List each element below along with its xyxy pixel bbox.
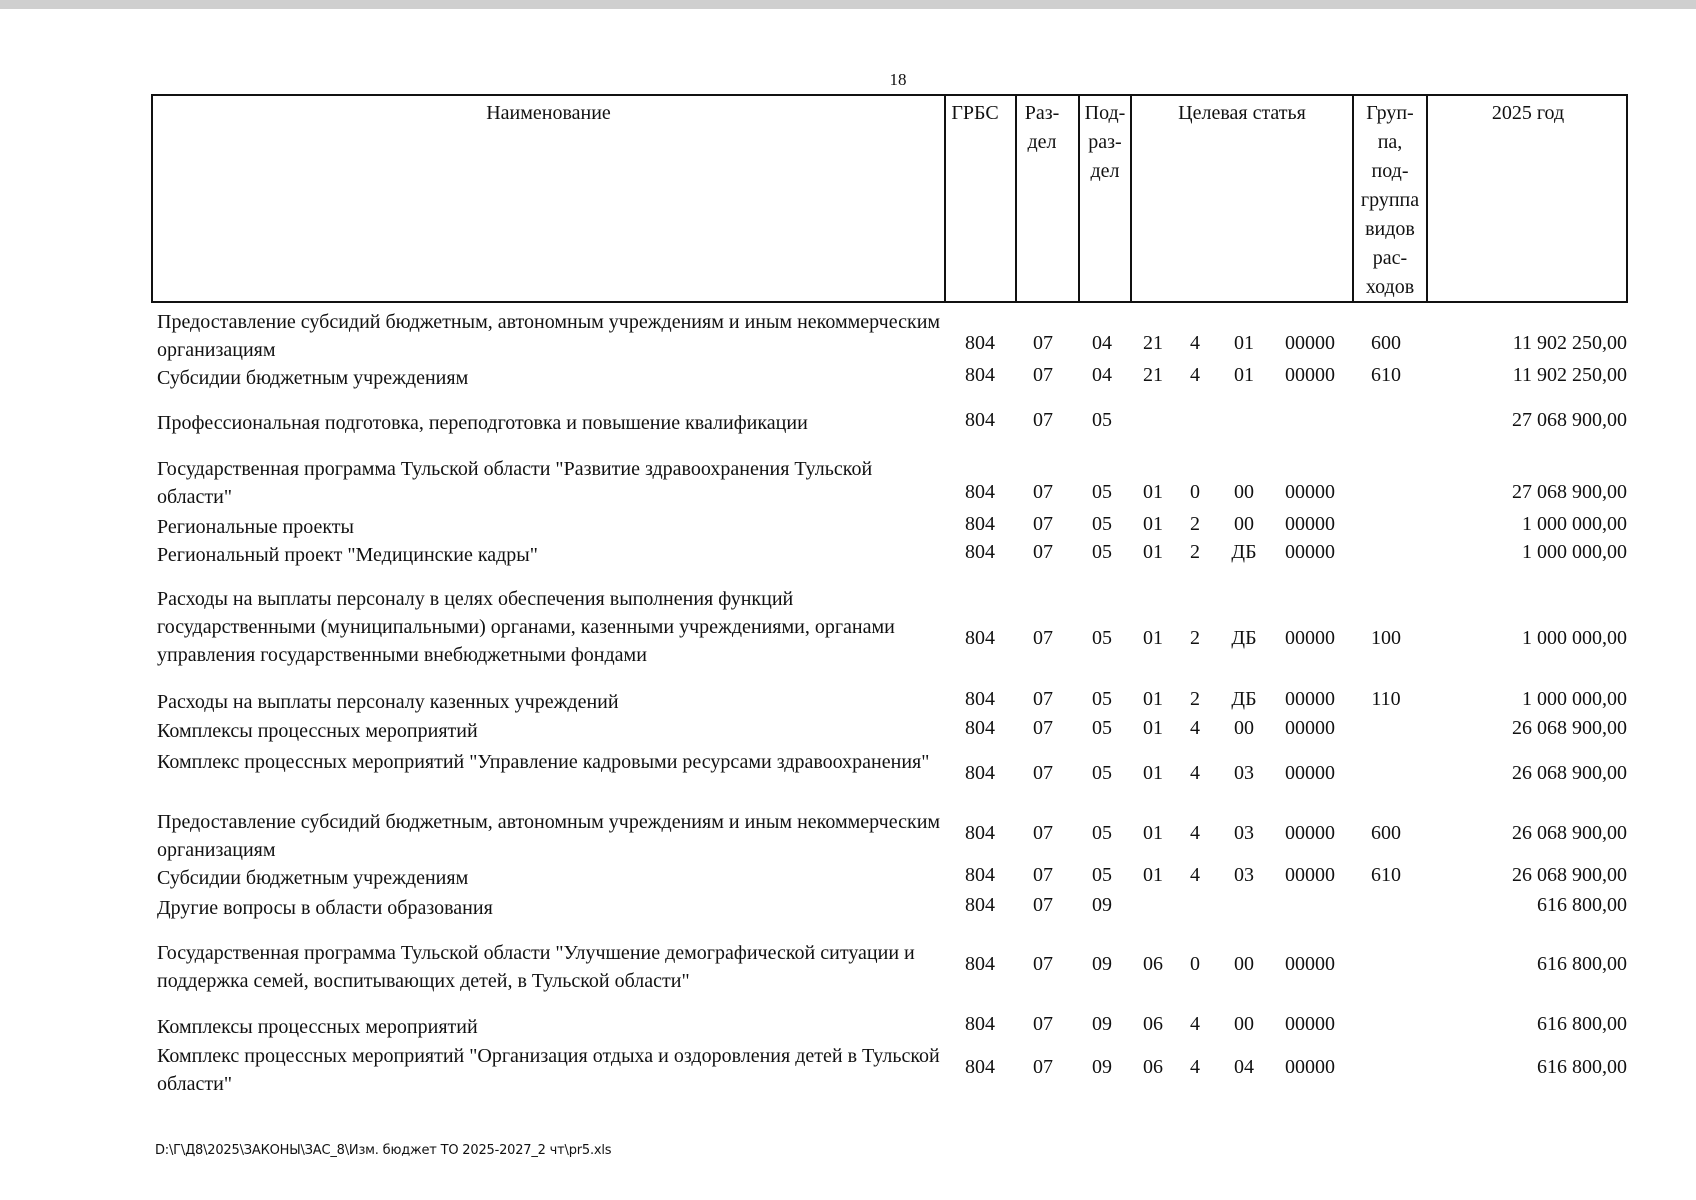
cell-amount-2025: 27 068 900,00 bbox=[1512, 409, 1627, 431]
cell-target-type: 2 bbox=[1190, 541, 1200, 563]
cell-amount-2025: 1 000 000,00 bbox=[1522, 688, 1627, 710]
cell-grbs: 804 bbox=[965, 513, 995, 535]
cell-name: Региональный проект "Медицинские кадры" bbox=[157, 544, 538, 566]
cell-target-event: 01 bbox=[1234, 364, 1254, 386]
cell-target-event: ДБ bbox=[1231, 627, 1257, 649]
cell-grbs: 804 bbox=[965, 688, 995, 710]
cell-target-event: 01 bbox=[1234, 332, 1254, 354]
cell-grbs: 804 bbox=[965, 481, 995, 503]
cell-target-event: 03 bbox=[1234, 864, 1254, 886]
cell-amount-2025: 26 068 900,00 bbox=[1512, 717, 1627, 739]
cell-amount-2025: 1 000 000,00 bbox=[1522, 513, 1627, 535]
cell-name: Другие вопросы в области образования bbox=[157, 897, 493, 919]
cell-razdel: 07 bbox=[1033, 1056, 1053, 1078]
cell-target-direction: 00000 bbox=[1285, 822, 1335, 844]
cell-podrazdel: 09 bbox=[1092, 1056, 1112, 1078]
cell-target-type: 4 bbox=[1190, 1056, 1200, 1078]
cell-target-program: 06 bbox=[1143, 1056, 1163, 1078]
cell-target-program: 01 bbox=[1143, 541, 1163, 563]
cell-expense-group: 600 bbox=[1371, 332, 1401, 354]
cell-target-direction: 00000 bbox=[1285, 953, 1335, 975]
cell-razdel: 07 bbox=[1033, 717, 1053, 739]
header-name: Наименование bbox=[486, 102, 611, 124]
cell-name: Государственная программа Тульской области "Улучшение демографической ситуации и поддержка семей, воспитывающих детей, в Тульской области" bbox=[157, 942, 915, 992]
cell-target-program: 01 bbox=[1143, 762, 1163, 784]
cell-target-program: 01 bbox=[1143, 513, 1163, 535]
cell-target-event: 03 bbox=[1234, 762, 1254, 784]
cell-target-type: 0 bbox=[1190, 481, 1200, 503]
cell-razdel: 07 bbox=[1033, 541, 1053, 563]
cell-name: Комплекс процессных мероприятий "Управление кадровыми ресурсами здравоохранения" bbox=[157, 751, 930, 773]
cell-grbs: 804 bbox=[965, 364, 995, 386]
cell-amount-2025: 11 902 250,00 bbox=[1512, 364, 1627, 386]
cell-target-program: 21 bbox=[1143, 364, 1163, 386]
page-number: 18 bbox=[889, 70, 907, 89]
cell-podrazdel: 05 bbox=[1092, 541, 1112, 563]
cell-grbs: 804 bbox=[965, 332, 995, 354]
cell-grbs: 804 bbox=[965, 717, 995, 739]
file-path-footer: D:\Г\Д8\2025\ЗАКОНЫ\ЗАС_8\Изм. бюджет ТО 2025-2027_2 чт\pr5.xls bbox=[155, 1143, 612, 1158]
cell-amount-2025: 1 000 000,00 bbox=[1522, 541, 1627, 563]
cell-grbs: 804 bbox=[965, 409, 995, 431]
cell-grbs: 804 bbox=[965, 627, 995, 649]
cell-name: Субсидии бюджетным учреждениям bbox=[157, 867, 469, 889]
cell-target-event: 00 bbox=[1234, 717, 1254, 739]
header-razdel: Раз- дел bbox=[1024, 102, 1060, 153]
cell-target-direction: 00000 bbox=[1285, 627, 1335, 649]
cell-target-program: 01 bbox=[1143, 481, 1163, 503]
cell-target-program: 01 bbox=[1143, 717, 1163, 739]
cell-target-direction: 00000 bbox=[1285, 1056, 1335, 1078]
cell-razdel: 07 bbox=[1033, 688, 1053, 710]
header-podrazdel: Под- раз- дел bbox=[1084, 102, 1126, 182]
cell-podrazdel: 05 bbox=[1092, 822, 1112, 844]
cell-expense-group: 600 bbox=[1371, 822, 1401, 844]
cell-target-event: 00 bbox=[1234, 953, 1254, 975]
cell-razdel: 07 bbox=[1033, 762, 1053, 784]
cell-target-direction: 00000 bbox=[1285, 332, 1335, 354]
cell-target-program: 01 bbox=[1143, 688, 1163, 710]
cell-target-type: 0 bbox=[1190, 953, 1200, 975]
cell-target-type: 2 bbox=[1190, 688, 1200, 710]
cell-name: Предоставление субсидий бюджетным, автономным учреждениям и иным некоммерческим организациям bbox=[157, 311, 941, 361]
cell-target-direction: 00000 bbox=[1285, 688, 1335, 710]
cell-podrazdel: 05 bbox=[1092, 513, 1112, 535]
cell-razdel: 07 bbox=[1033, 332, 1053, 354]
cell-podrazdel: 05 bbox=[1092, 481, 1112, 503]
cell-amount-2025: 616 800,00 bbox=[1537, 1013, 1627, 1035]
cell-podrazdel: 05 bbox=[1092, 864, 1112, 886]
cell-razdel: 07 bbox=[1033, 364, 1053, 386]
cell-target-direction: 00000 bbox=[1285, 481, 1335, 503]
cell-target-direction: 00000 bbox=[1285, 717, 1335, 739]
cell-amount-2025: 1 000 000,00 bbox=[1522, 627, 1627, 649]
cell-razdel: 07 bbox=[1033, 953, 1053, 975]
header-grbs: ГРБС bbox=[951, 102, 999, 124]
cell-name: Расходы на выплаты персоналу в целях обеспечения выполнения функций государственными (муниципальными) органами, казенными учреждениями, органами управления государственными внебюджетными фондами bbox=[157, 588, 895, 666]
cell-target-event: 03 bbox=[1234, 822, 1254, 844]
cell-target-program: 01 bbox=[1143, 627, 1163, 649]
header-group: Груп- па, под- группа видов рас- ходов bbox=[1360, 102, 1420, 298]
cell-amount-2025: 27 068 900,00 bbox=[1512, 481, 1627, 503]
cell-target-type: 4 bbox=[1190, 762, 1200, 784]
cell-grbs: 804 bbox=[965, 1056, 995, 1078]
cell-target-type: 2 bbox=[1190, 627, 1200, 649]
cell-grbs: 804 bbox=[965, 762, 995, 784]
cell-target-program: 01 bbox=[1143, 822, 1163, 844]
cell-target-program: 06 bbox=[1143, 953, 1163, 975]
cell-name: Профессиональная подготовка, переподготовка и повышение квалификации bbox=[157, 412, 808, 434]
cell-amount-2025: 11 902 250,00 bbox=[1512, 332, 1627, 354]
cell-amount-2025: 616 800,00 bbox=[1537, 894, 1627, 916]
cell-razdel: 07 bbox=[1033, 481, 1053, 503]
cell-target-type: 4 bbox=[1190, 864, 1200, 886]
cell-target-event: ДБ bbox=[1231, 541, 1257, 563]
cell-podrazdel: 05 bbox=[1092, 627, 1112, 649]
cell-expense-group: 610 bbox=[1371, 864, 1401, 886]
cell-target-direction: 00000 bbox=[1285, 541, 1335, 563]
cell-target-type: 4 bbox=[1190, 332, 1200, 354]
cell-target-program: 06 bbox=[1143, 1013, 1163, 1035]
cell-expense-group: 100 bbox=[1371, 627, 1401, 649]
cell-target-event: 04 bbox=[1234, 1056, 1254, 1078]
cell-name: Расходы на выплаты персоналу казенных учреждений bbox=[157, 691, 619, 713]
cell-podrazdel: 05 bbox=[1092, 762, 1112, 784]
cell-target-type: 2 bbox=[1190, 513, 1200, 535]
cell-podrazdel: 05 bbox=[1092, 409, 1112, 431]
cell-expense-group: 110 bbox=[1371, 688, 1401, 710]
cell-name: Субсидии бюджетным учреждениям bbox=[157, 367, 469, 389]
cell-podrazdel: 04 bbox=[1092, 364, 1112, 386]
cell-grbs: 804 bbox=[965, 822, 995, 844]
cell-target-event: 00 bbox=[1234, 481, 1254, 503]
cell-podrazdel: 05 bbox=[1092, 688, 1112, 710]
cell-grbs: 804 bbox=[965, 541, 995, 563]
cell-amount-2025: 616 800,00 bbox=[1537, 1056, 1627, 1078]
cell-target-direction: 00000 bbox=[1285, 513, 1335, 535]
cell-target-program: 21 bbox=[1143, 332, 1163, 354]
cell-target-type: 4 bbox=[1190, 822, 1200, 844]
cell-razdel: 07 bbox=[1033, 409, 1053, 431]
cell-podrazdel: 09 bbox=[1092, 953, 1112, 975]
cell-target-direction: 00000 bbox=[1285, 762, 1335, 784]
cell-target-program: 01 bbox=[1143, 864, 1163, 886]
cell-name: Предоставление субсидий бюджетным, автономным учреждениям и иным некоммерческим организациям bbox=[157, 811, 941, 861]
cell-razdel: 07 bbox=[1033, 864, 1053, 886]
cell-amount-2025: 26 068 900,00 bbox=[1512, 822, 1627, 844]
cell-name: Комплексы процессных мероприятий bbox=[157, 1016, 478, 1038]
cell-target-type: 4 bbox=[1190, 1013, 1200, 1035]
cell-target-event: 00 bbox=[1234, 1013, 1254, 1035]
cell-podrazdel: 05 bbox=[1092, 717, 1112, 739]
cell-target-event: ДБ bbox=[1231, 688, 1257, 710]
cell-target-type: 4 bbox=[1190, 717, 1200, 739]
cell-razdel: 07 bbox=[1033, 822, 1053, 844]
cell-expense-group: 610 bbox=[1371, 364, 1401, 386]
header-target: Целевая статья bbox=[1178, 102, 1306, 124]
cell-amount-2025: 616 800,00 bbox=[1537, 953, 1627, 975]
cell-amount-2025: 26 068 900,00 bbox=[1512, 762, 1627, 784]
cell-target-direction: 00000 bbox=[1285, 864, 1335, 886]
cell-name: Государственная программа Тульской области "Развитие здравоохранения Тульской области" bbox=[157, 458, 873, 508]
cell-target-type: 4 bbox=[1190, 364, 1200, 386]
cell-podrazdel: 09 bbox=[1092, 1013, 1112, 1035]
header-year: 2025 год bbox=[1491, 102, 1565, 124]
cell-name: Комплекс процессных мероприятий "Организация отдыха и оздоровления детей в Тульской области" bbox=[157, 1045, 940, 1095]
cell-target-direction: 00000 bbox=[1285, 1013, 1335, 1035]
cell-grbs: 804 bbox=[965, 953, 995, 975]
cell-name: Комплексы процессных мероприятий bbox=[157, 720, 478, 742]
cell-target-event: 00 bbox=[1234, 513, 1254, 535]
cell-target-direction: 00000 bbox=[1285, 364, 1335, 386]
cell-grbs: 804 bbox=[965, 1013, 995, 1035]
cell-amount-2025: 26 068 900,00 bbox=[1512, 864, 1627, 886]
cell-podrazdel: 09 bbox=[1092, 894, 1112, 916]
cell-podrazdel: 04 bbox=[1092, 332, 1112, 354]
cell-razdel: 07 bbox=[1033, 1013, 1053, 1035]
cell-name: Региональные проекты bbox=[157, 516, 354, 538]
cell-grbs: 804 bbox=[965, 864, 995, 886]
cell-razdel: 07 bbox=[1033, 627, 1053, 649]
cell-razdel: 07 bbox=[1033, 894, 1053, 916]
cell-grbs: 804 bbox=[965, 894, 995, 916]
cell-razdel: 07 bbox=[1033, 513, 1053, 535]
